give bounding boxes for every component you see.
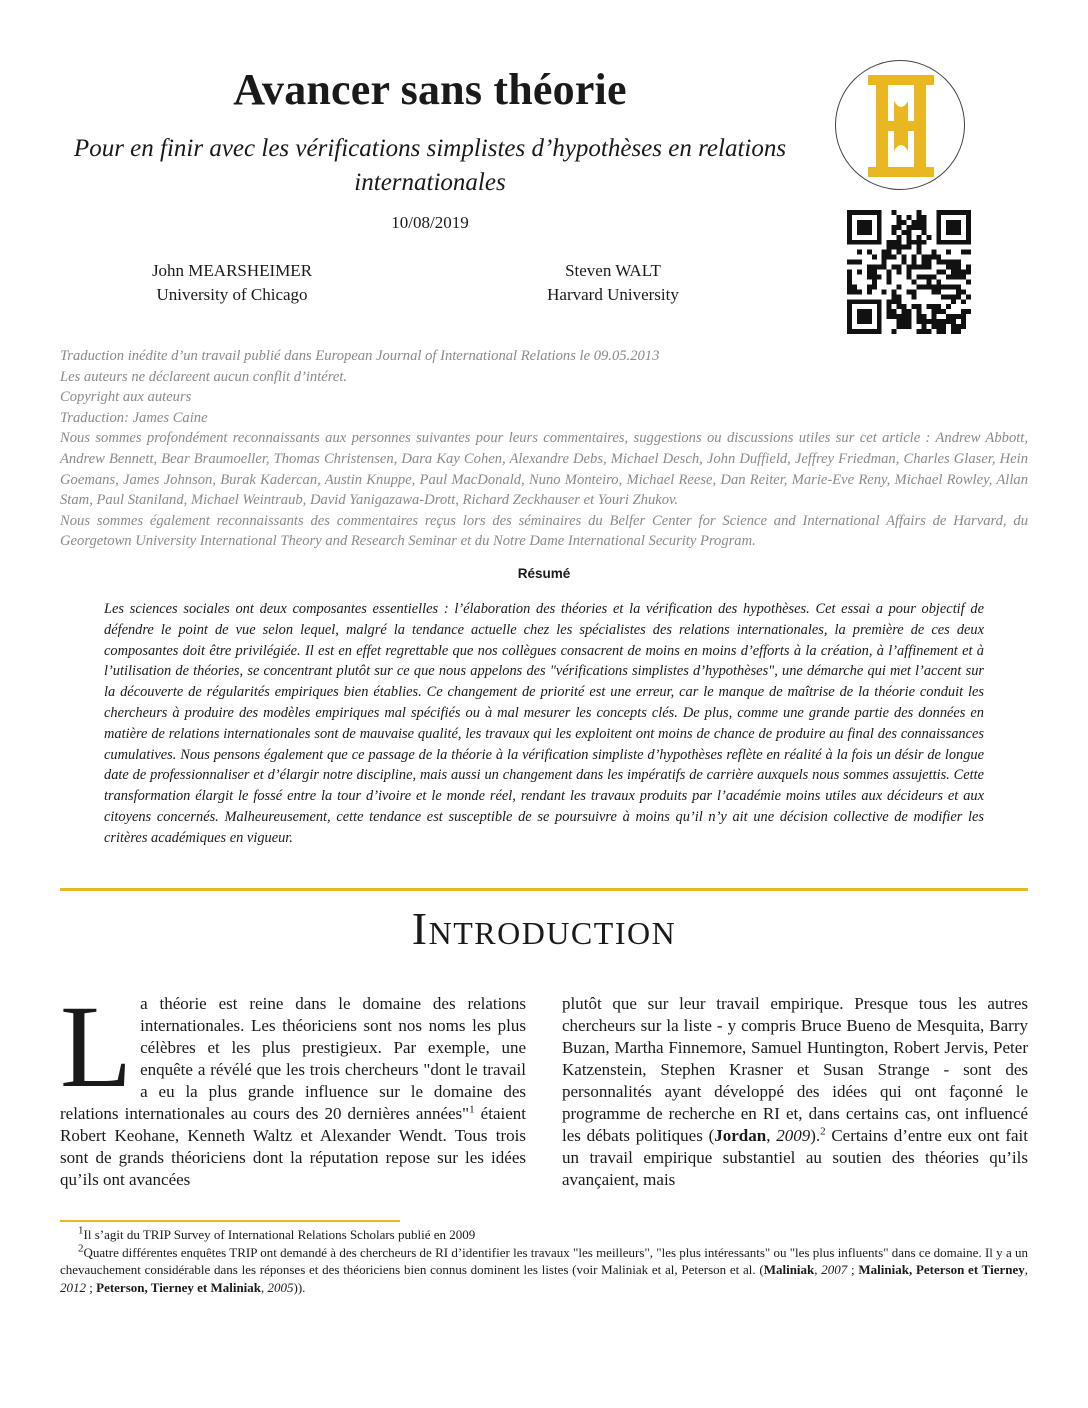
text-run: étaient Robert Keohane, Kenneth Waltz et Alexander Wendt. Tous trois sont de grands théoriciens dont la réputation repose sur les idées qu’ils ont avancées [60,1104,526,1189]
author-affiliation: Harvard University [547,285,679,304]
body-column-1 [60,981,526,1191]
abstract-heading: Résumé [517,566,571,581]
author-affiliation: University of Chicago [156,285,308,304]
text-run: ). [810,1126,821,1145]
abstract-text: Les sciences sociales ont deux composantes essentielles : l’élaboration des théories et la vérification des hypothèses. Cet essai a pour objectif de défendre le point de vue selon lequel, malgré la tendance actuelle chez les spécialistes des relations internationales, la première de ces deux composantes doit être privilégiée. Il est en effet regrettable que nos collègues consacrent de moins en moins d’efforts à la création, à l’affinement et à l’utilisation de théories, se concentrant plutôt sur ce que nous appelons des "vérifications simplistes d’hypothèses", une démarche qui met l’accent sur la découverte de régularités empiriques bien établies. Ce changement de priorité est une erreur, car le manque de maîtrise de la théorie conduit les chercheurs à produire des modèles empiriques mal spécifiés ou à mal mesurer les concepts clés. De plus, comme une grande partie des données en matière de relations internationales sont de mauvaise qualité, les travaux qui les exploitent ont moins de chance de produire au final des connaissances cumulatives. Nous pensons également que ce passage de la théorie à la vérification simpliste d’hypothèses reflète en réalité à la fois un désir de longue date de professionnaliser et d’élargir notre discipline, mais aussi un changement dans les impératifs de carrière auxquels nous sommes assujettis. Cette transformation élargit le fossé entre la tour d’ivoire et le monde réel, rendant les travaux produits par l’académie moins utiles aux décideurs et aux citoyens concernés. Malheureusement, cette tendance est susceptible de se poursuivre à moins qu’il n’y ait une décision collective de modifier les critères académiques en vigueur. [104,601,984,846]
footnote-marker[interactable]: 1 [469,1103,475,1116]
paragraph [60,981,526,1191]
publication-notes [60,346,1028,552]
citation-link[interactable]: Maliniak, Peterson et Tierney [858,1262,1025,1277]
text-run: a théorie est reine dans le domaine des relations internationales. Les théoriciens sont nos noms les plus célèbres et les plus prestigieux. Par exemple, une enquête a révélé que les trois chercheurs "dont le travail a eu la plus grande influence sur le domaine des relations internationales au cours des 20 dernières années" [60,994,526,1123]
footnote-1 [60,1226,1028,1244]
drop-cap: L [60,981,133,1112]
footnote-number: 1 [78,1224,84,1237]
citation-year: 2012 [60,1279,86,1295]
translation-note: Traduction inédite d’un travail publié dans European Journal of International Relations le 09.05.2013 [60,348,660,364]
citation-year: 2007 [821,1262,848,1277]
footnote-text: Quatre différentes enquêtes TRIP ont demandé à des chercheurs de RI d’identifier les travaux "les meilleurs", "les plus intéressants" ou "les plus influents" dans ce domaine. Il y a un chevauchement considérable dans les réponses et des théoriciens bien connus dominent les listes (voir Maliniak et al, Peterson et al. ( [60,1244,1028,1277]
section-divider [60,888,1028,891]
footnotes [60,1226,1028,1296]
text-run: Certains d’entre eux ont fait un travail empirique substantiel au soutien des théories qu’ils avançaient, mais [562,1126,1028,1189]
acknowledgements: Nous sommes profondément reconnaissants aux personnes suivantes pour leurs commentaires, suggestions ou discussions utiles sur cet article : Andrew Abbott, Andrew Bennett, Bear Braumoeller, Thomas Christensen, Dara Kay Cohen, Alexandre Debs, Michael Desch, John Duffield, Jeffrey Friedman, Charles Glaser, Hein Goemans, James Johnson, Burak Kadercan, Austin Knuppe, Paul MacDonald, Nuno Monteiro, Michael Reese, Dan Reiter, Marie-Eve Reny, Michael Rowley, Allan Stam, Paul Staniland, Michael Weintraub, David Yanigazawa-Drott, Richard Zeckhauser et Youri Zhukov. [60,430,1028,509]
paragraph [562,993,1028,1191]
author-2 [463,259,763,307]
conflict-note: Les auteurs ne déclareent aucun conflit d’intéret. [60,368,348,385]
acknowledgements-seminars: Nous sommes également reconnaissants des commentaires reçus lors des séminaires du Belfer Center for Science and International Affairs de Harvard, du Georgetown University International Theory and Research Seminar et du Notre Dame International Security Program. [60,512,1028,550]
footnote-marker[interactable]: 2 [820,1125,826,1138]
text-run: plutôt que sur leur travail empirique. Presque tous les autres chercheurs sur la liste - y compris Bruce Bueno de Mesquita, Barry Buzan, Martha Finnemore, Samuel Huntington, Robert Jervis, Peter Katzenstein, Stephen Krasner et Susan Strange - sont des personnalités ayant développé des idées qui ont façonné le programme de recherche en RI et, dans certains cas, ont influencé les débats politiques ( [562,994,1028,1145]
paper-date: 10/08/2019 [391,213,469,232]
author-name: Steven WALT [565,261,661,280]
copyright-note: Copyright aux auteurs [60,389,192,406]
qr-code-icon [847,210,971,334]
citation-link[interactable]: Peterson, Tierney et Maliniak [96,1279,262,1295]
translator-note: Traduction: James Caine [60,409,208,426]
text-run: , [766,1126,777,1145]
paper-title: Avancer sans théorie [233,65,627,114]
citation-link[interactable]: Jordan [714,1126,767,1145]
section-title: Introduction [411,903,677,954]
citation-year: 2005 [267,1279,294,1295]
footnote-text: )). [293,1279,306,1295]
author-name: John MEARSHEIMER [151,261,313,280]
citation-link[interactable]: Maliniak [763,1262,815,1277]
logo-monogram-icon [836,61,966,191]
paper-subtitle: Pour en finir avec les vérifications simplistes d’hypothèses en relations internationales [73,135,787,196]
body-column-2 [562,993,1028,1191]
footnote-2: $^2$Quatre différentes enquêtes TRIP ont demandé à des chercheurs de RI d’identifier les travaux "les meilleurs", "les plus intéressants" ou "les plus influents" dans ce domaine. Il y a un chevauchement considérable dans les réponses et des théoriciens bien connus dominent les listes (voir Maliniak et al, Peterson et al. (Maliniak, 2007 ; Maliniak, Peterson et Tierney, 2012 ; Peterson, Tierney et Maliniak, 2005)). [60,1242,1029,1295]
footnote-divider [60,1220,400,1222]
journal-logo [835,60,965,190]
footnote-number: 2 [78,1242,84,1255]
footnote-text: Il s’agit du TRIP Survey of International Relations Scholars publié en 2009 [83,1227,476,1242]
citation-year: 2009 [776,1126,811,1145]
author-1 [82,259,382,307]
